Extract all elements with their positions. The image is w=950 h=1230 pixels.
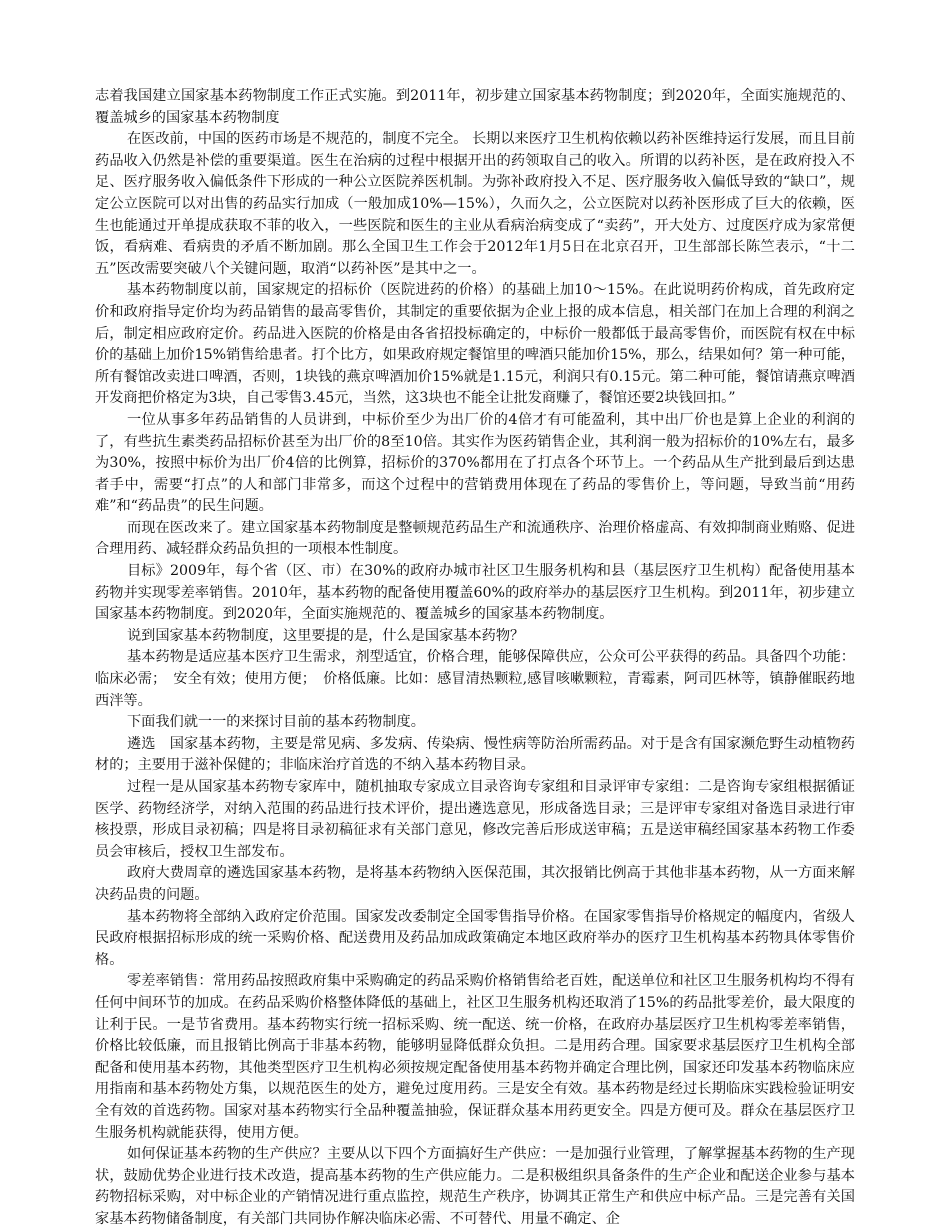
paragraph-7: 说到国家基本药物制度，这里要提的是，什么是国家基本药物？ [126, 627, 525, 644]
paragraph-10: 遴选 国家基本药物，主要是常见病、多发病、传染病、慢性病等防治所需药品。对于是含有国家濒危野生动植物药材的；主要用于滋补保健的；非临床治疗首选的不纳入基本药物目录。 [95, 735, 855, 774]
paragraph-15: 如何保证基本药物的生产供应？主要从以下四个方面搞好生产供应：一是加强行业管理，了解掌握基本药物的生产现状，鼓励优势企业进行技术改造，提高基本药物的生产供应能力。二是积极组织具备条件的生产企业和配送企业参与基本药物招标采购，对中标企业的产销情况进行重点监控，规范生产秩序，协调其正常生产和供应中标产品。三是完善有关国家基本药物储备制度，有关部门共同协作解决临床必需、不可替代、用量不确定、企 [95, 1146, 855, 1227]
paragraph-8: 基本药物是适应基本医疗卫生需求，剂型适宜，价格合理，能够保障供应，公众可公平获得的药品。具备四个功能：临床必需； 安全有效；使用方便； 价格低廉。比如：感冒清热颗粒,感冒咳嗽颗粒，青霉素，阿司匹林等，镇静催眠药地西泮等。 [95, 649, 855, 709]
paragraph-2: 在医改前，中国的医药市场是不规范的，制度不完全。 长期以来医疗卫生机构依赖以药补医维持运行发展，而且目前药品收入仍然是补偿的重要渠道。医生在治病的过程中根据开出的药领取自己的收入。所谓的以药补医，是在政府投入不足、医疗服务收入偏低条件下形成的一种公立医院养医机制。为弥补政府投入不足、医疗服务收入偏低导致的“缺口”，规定公立医院可以对出售的药品实行加成（一般加成10%—15%），久而久之，公立医院对以药补医形成了巨大的依赖，医生也能通过开单提成获取不菲的收入，一些医院和医生的主业从看病治病变成了“卖药”，开大处方、过度医疗成为家常便饭，看病难、看病贵的矛盾不断加剧。那么全国卫生工作会于2012年1月5日在北京召开，卫生部部长陈竺表示，“十二五”医改需要突破八个关键问题，取消“以药补医”是其中之一。 [95, 131, 856, 277]
paragraph-14: 零差率销售：常用药品按照政府集中采购确定的药品采购价格销售给老百姓，配送单位和社区卫生服务机构均不得有任何中间环节的加成。在药品采购价格整体降低的基础上，社区卫生服务机构还取消了15%的药品批零差价，最大限度的让利于民。一是节省费用。基本药物实行统一招标采购、统一配送、统一价格，在政府办基层医疗卫生机构零差率销售，价格比较低廉，而且报销比例高于非基本药物，能够明显降低群众负担。二是用药合理。国家要求基层医疗卫生机构全部配备和使用基本药物，其他类型医疗卫生机构必须按规定配备使用基本药物并确定合理比例，国家还印发基本药物临床应用指南和基本药物处方集，以规范医生的处方，避免过度用药。三是安全有效。基本药物是经过长期临床实践检验证明安全有效的首选药物。国家对基本药物实行全品种覆盖抽验，保证群众基本用药更安全。四是方便可及。群众在基层医疗卫生服务机构就能获得，使用方便。 [95, 973, 855, 1141]
paragraph-5: 而现在医改来了。建立国家基本药物制度是整顿规范药品生产和流通秩序、治理价格虚高、有效抑制商业贿赂、促进合理用药、减轻群众药品负担的一项根本性制度。 [95, 519, 855, 558]
paragraph-3: 基本药物制度以前，国家规定的招标价（医院进药的价格）的基础上加10～15%。在此说明药价构成，首先政府定价和政府指导定价均为药品销售的最高零售价，其制定的重要依据为企业上报的成本信息，相关部门在加上合理的利润之后，制定相应政府定价。药品进入医院的价格是由各省招投标确定的，中标价一般都低于最高零售价，而医院有权在中标价的基础上加价15%销售给患者。打个比方，如果政府规定餐馆里的啤酒只能加价15%，那么，结果如何？第一种可能，所有餐馆改卖进口啤酒，否则，1块钱的燕京啤酒加价15%就是1.15元，利润只有0.15元。第二种可能，餐馆请燕京啤酒开发商把价格定为3块，自己零售3.45元，当然，这3块也不能全让批发商赚了，餐馆还要2块钱回扣。” [95, 282, 855, 407]
paragraph-9: 下面我们就一一的来探讨目前的基本药物制度。 [126, 714, 425, 731]
paragraph-4: 一位从事多年药品销售的人员讲到，中标价至少为出厂价的4倍才有可能盈利，其中出厂价也是算上企业的利润的了，有些抗生素类药品招标价甚至为出厂价的8至10倍。其实作为医药销售企业，其利润一般为招标价的10%左右，最多为30%，按照中标价为出厂价4倍的比例算，招标价的370%都用在了打点各个环节上。一个药品从生产批到最后到达患者手中，需要“打点”的人和部门非常多，而这个过程中的营销费用体现在了药品的零售价上，等问题，导致当前“用药难”和“药品贵”的民生问题。 [95, 411, 855, 515]
paragraph-11: 过程一是从国家基本药物专家库中，随机抽取专家成立目录咨询专家组和目录评审专家组：二是咨询专家组根据循证医学、药物经济学，对纳入范围的药品进行技术评价，提出遴选意见，形成备选目录；三是评审专家组对备选目录进行审核投票，形成目录初稿；四是将目录初稿征求有关部门意见，修改完善后形成送审稿；五是送审稿经国家基本药物工作委员会审核后，授权卫生部发布。 [95, 779, 855, 860]
paragraph-6: 目标》2009年，每个省（区、市）在30%的政府办城市社区卫生服务机构和县（基层医疗卫生机构）配备使用基本药物并实现零差率销售。2010年，基本药物的配备使用覆盖60%的政府举办的基层医疗卫生机构。到2011年，初步建立国家基本药物制度。到2020年，全面实施规范的、覆盖城乡的国家基本药物制度。 [95, 563, 855, 623]
paragraph-1: 志着我国建立国家基本药物制度工作正式实施。到2011年，初步建立国家基本药物制度；到2020年，全面实施规范的、覆盖城乡的国家基本药物制度 [95, 88, 855, 126]
paragraph-12: 政府大费周章的遴选国家基本药物，是将基本药物纳入医保范围，其次报销比例高于其他非基本药物，从一方面来解决药品贵的问题。 [95, 865, 855, 903]
paragraph-13: 基本药物将全部纳入政府定价范围。国家发改委制定全国零售指导价格。在国家零售指导价格规定的幅度内，省级人民政府根据招标形成的统一采购价格、配送费用及药品加成政策确定本地区政府举办的医疗卫生机构基本药物具体零售价格。 [95, 908, 855, 968]
